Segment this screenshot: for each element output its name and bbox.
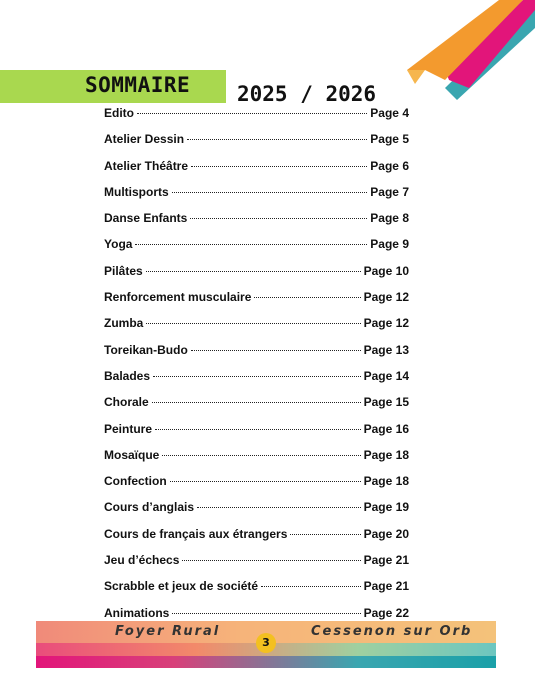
- footer-location: Cessenon sur Orb: [311, 624, 473, 639]
- toc-entry-label: Confection: [104, 474, 167, 489]
- toc-entry[interactable]: [104, 521, 409, 547]
- toc-dot-leader: [254, 297, 360, 298]
- toc-entry-page: Page 22: [363, 605, 409, 620]
- toc-dot-leader: [170, 481, 361, 482]
- toc-entry-page: Page 20: [363, 526, 409, 541]
- toc-entry-label: Chorale: [104, 395, 149, 410]
- toc-entry-page: Page 6: [370, 158, 409, 173]
- toc-entry[interactable]: [104, 100, 409, 126]
- toc-entry-page: Page 12: [363, 316, 409, 331]
- toc-entry[interactable]: [104, 337, 409, 363]
- toc-entry-label: Zumba: [104, 316, 144, 331]
- toc-entry-label: Edito: [104, 106, 134, 120]
- toc-entry-page: Page 21: [363, 553, 409, 568]
- toc-entry-page: Page 18: [363, 447, 409, 462]
- footer-organization: Foyer Rural: [115, 624, 221, 639]
- toc-dot-leader: [182, 560, 360, 561]
- toc-entry-page: Page 16: [363, 421, 409, 436]
- toc-entry-label: Peinture: [104, 421, 153, 436]
- toc-entry-label: Pilâtes: [104, 263, 143, 278]
- toc-entry[interactable]: [104, 494, 409, 520]
- toc-entry[interactable]: [104, 310, 409, 336]
- toc-dot-leader: [155, 429, 361, 430]
- toc-dot-leader: [172, 613, 360, 614]
- toc-entry-label: Animations: [104, 605, 170, 620]
- school-year: 2025 / 2026: [237, 82, 377, 106]
- toc-entry-page: Page 14: [363, 368, 409, 383]
- toc-entry-label: Balades: [104, 368, 151, 383]
- toc-entry-page: Page 18: [363, 474, 409, 489]
- toc-entry-label: Atelier Dessin: [104, 132, 185, 147]
- toc-entry[interactable]: [104, 547, 409, 573]
- toc-dot-leader: [152, 402, 361, 403]
- toc-entry-label: Renforcement musculaire: [104, 290, 252, 305]
- toc-dot-leader: [290, 534, 360, 535]
- page-title: SOMMAIRE: [85, 73, 191, 97]
- toc-entry[interactable]: [104, 416, 409, 442]
- toc-entry-page: Page 19: [363, 500, 409, 515]
- toc-entry[interactable]: [104, 231, 409, 257]
- toc-entry[interactable]: [104, 468, 409, 494]
- toc-dot-leader: [191, 166, 367, 167]
- toc-entry-label: Cours d’anglais: [104, 500, 195, 515]
- toc-dot-leader: [153, 376, 361, 377]
- toc-dot-leader: [191, 350, 361, 351]
- toc-dot-leader: [261, 586, 361, 587]
- page-number-badge: 3: [256, 633, 276, 653]
- toc-entry-label: Mosaïque: [104, 447, 160, 462]
- corner-ribbon-decoration: [395, 0, 535, 100]
- toc-dot-leader: [162, 455, 360, 456]
- toc-entry[interactable]: [104, 284, 409, 310]
- toc-entry-label: Multisports: [104, 184, 169, 199]
- toc-dot-leader: [146, 271, 361, 272]
- toc-entry-page: Page 9: [370, 237, 409, 252]
- toc-dot-leader: [187, 139, 367, 140]
- toc-entry-page: Page 10: [363, 263, 409, 278]
- toc-entry-page: Page 21: [363, 579, 409, 594]
- toc-dot-leader: [137, 113, 367, 114]
- toc-entry[interactable]: [104, 258, 409, 284]
- toc-dot-leader: [135, 244, 367, 245]
- toc-entry-page: Page 8: [370, 211, 409, 226]
- toc-dot-leader: [172, 192, 368, 193]
- toc-entry-page: Page 12: [363, 290, 409, 305]
- toc-entry-label: Toreikan-Budo: [104, 342, 188, 357]
- toc-entry[interactable]: [104, 442, 409, 468]
- toc-entry[interactable]: [104, 573, 409, 599]
- toc-entry[interactable]: [104, 205, 409, 231]
- toc-entry-label: Scrabble et jeux de société: [104, 579, 259, 594]
- toc-entry[interactable]: [104, 389, 409, 415]
- toc-entry[interactable]: [104, 126, 409, 152]
- table-of-contents: [104, 100, 409, 626]
- toc-dot-leader: [197, 507, 361, 508]
- toc-entry-label: Danse Enfants: [104, 211, 188, 226]
- toc-dot-leader: [190, 218, 367, 219]
- toc-entry-page: Page 4: [370, 106, 409, 120]
- footer-stripe: [36, 656, 496, 668]
- toc-entry-label: Yoga: [104, 237, 133, 252]
- toc-entry-page: Page 13: [363, 342, 409, 357]
- toc-entry-page: Page 7: [370, 184, 409, 199]
- toc-entry-label: Cours de français aux étrangers: [104, 526, 288, 541]
- toc-entry-page: Page 5: [370, 132, 409, 147]
- toc-entry-page: Page 15: [363, 395, 409, 410]
- toc-entry[interactable]: [104, 179, 409, 205]
- toc-entry[interactable]: [104, 363, 409, 389]
- toc-entry[interactable]: [104, 153, 409, 179]
- toc-dot-leader: [146, 323, 360, 324]
- toc-entry-label: Jeu d’échecs: [104, 553, 180, 568]
- toc-entry-label: Atelier Théâtre: [104, 158, 189, 173]
